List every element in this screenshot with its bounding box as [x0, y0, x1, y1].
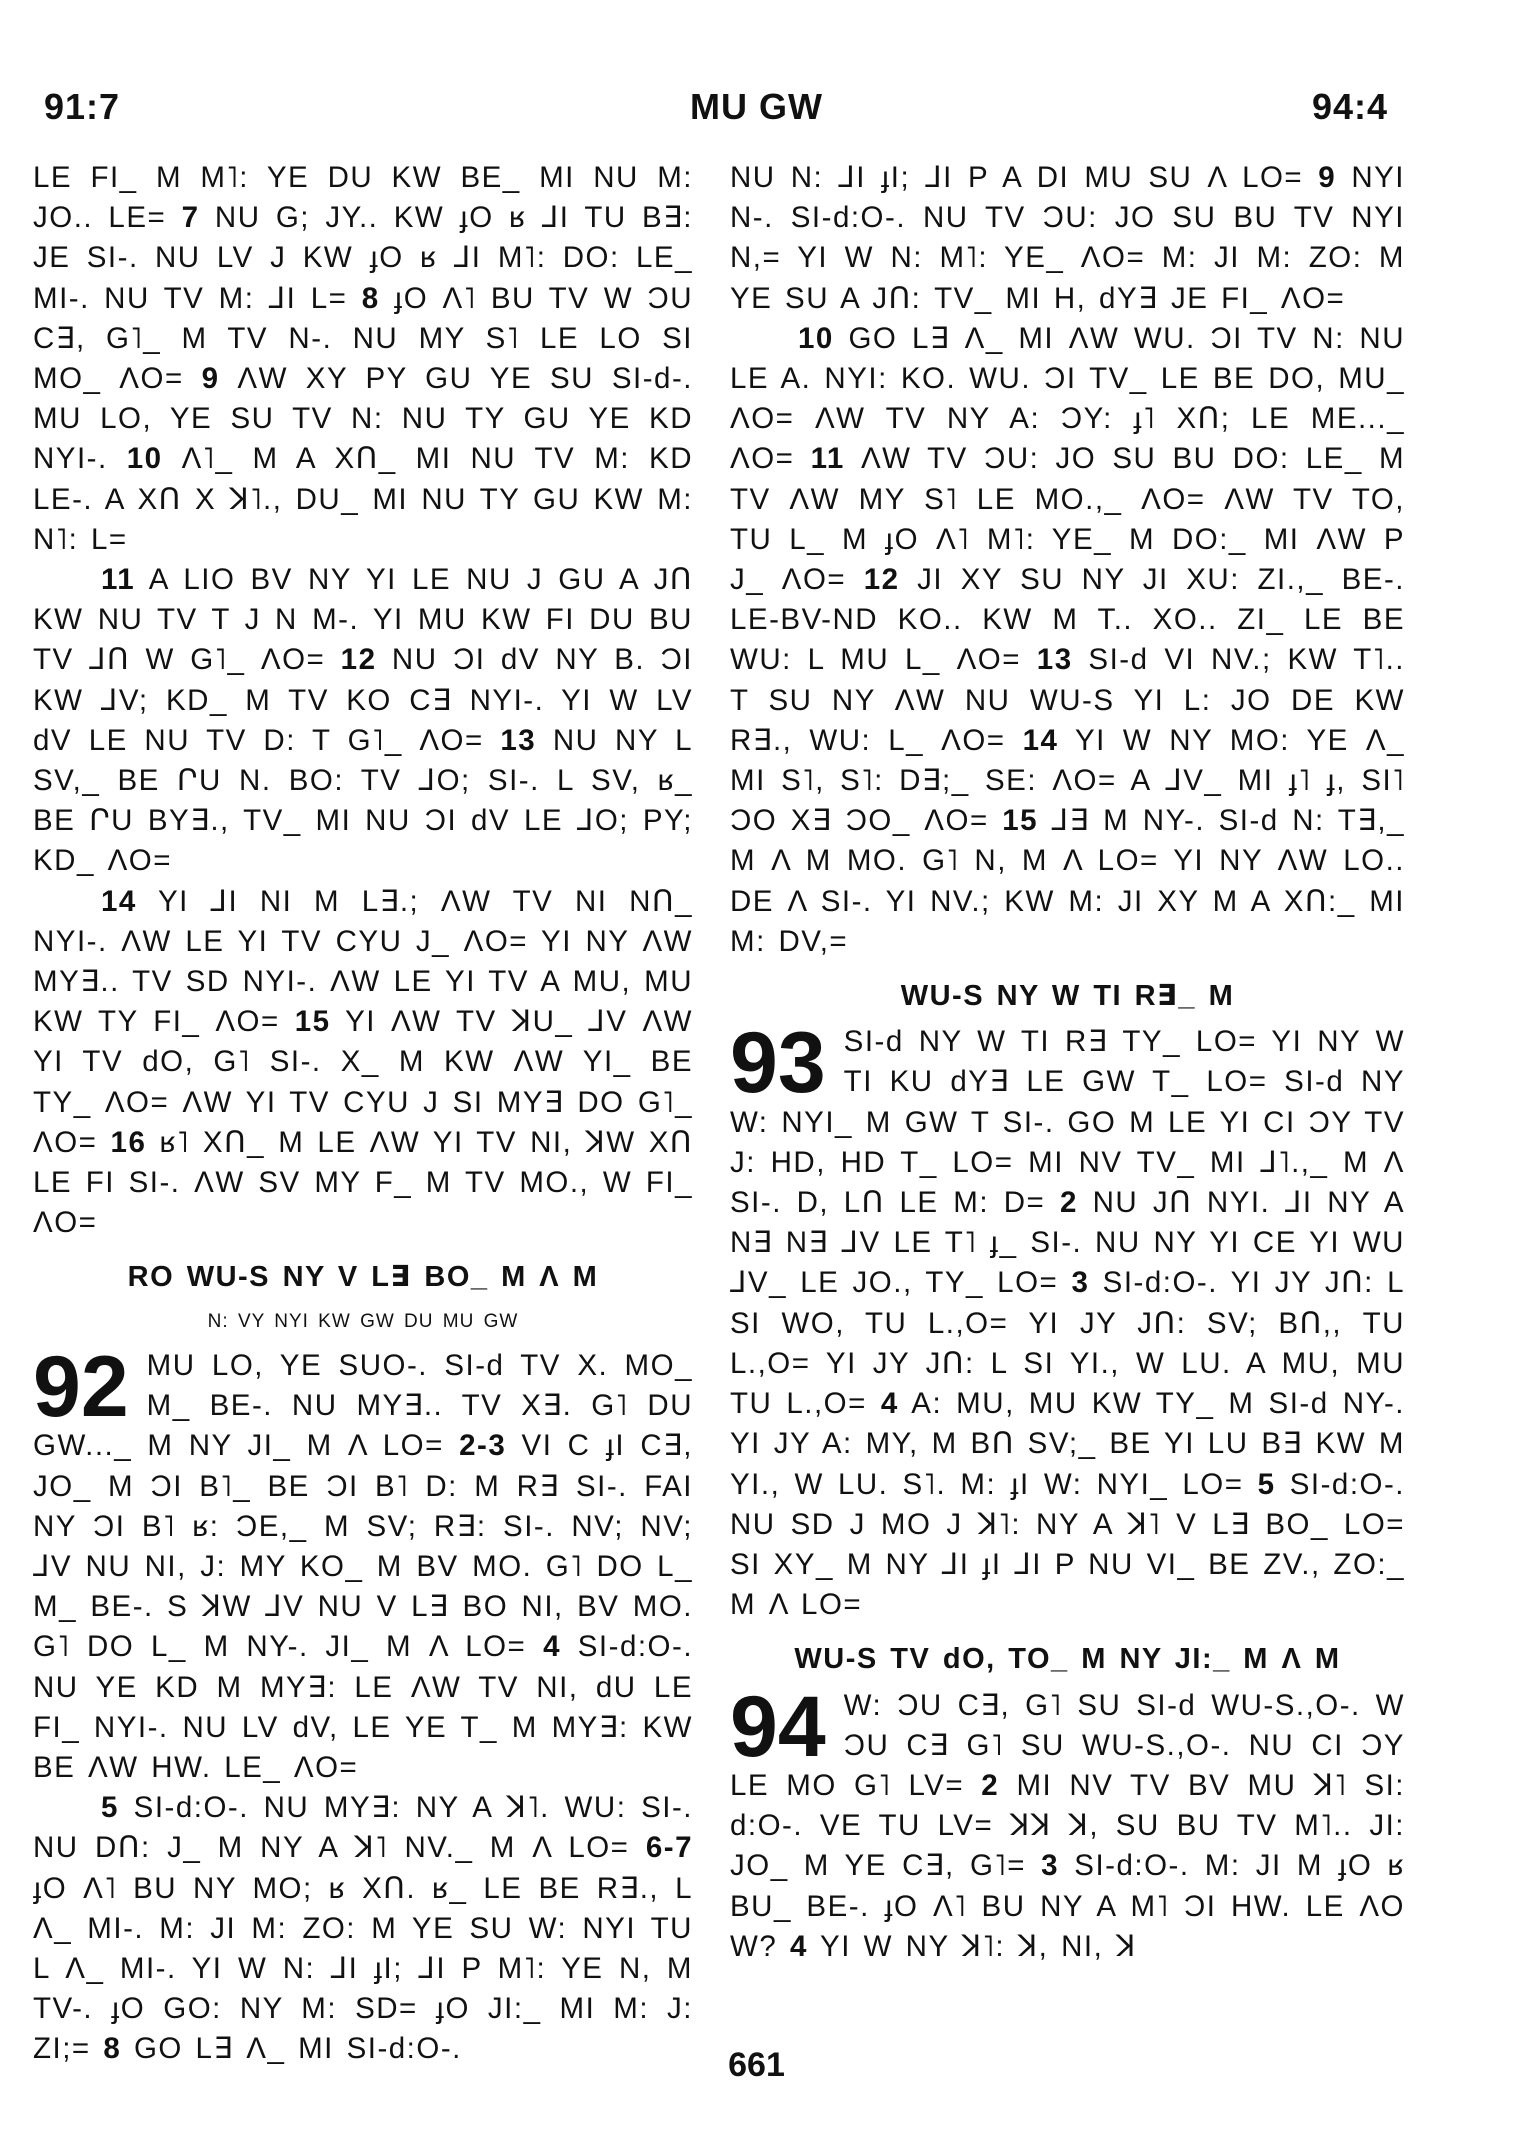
- chapter-number: 92: [33, 1338, 129, 1435]
- verse-number: 2: [1059, 1186, 1078, 1220]
- verse-text: A LIO BV NY YI LE NU J GU A JՈ KW NU TV T J N M-. YI MU KW FI DU BU TV ⅃Ո W G˥_ ΛO=: [33, 563, 693, 677]
- verse-number: 3: [1071, 1266, 1090, 1300]
- verse-text: NU G; JY.. KW ɟO ʁ ⅃I TU B∃: JE SI-. NU LV J KW ɟO ʁ ⅃I M˥: DO: LE_ MI-. NU TV M: ⅃I L=: [33, 201, 693, 315]
- verse-number: 14: [1022, 723, 1059, 757]
- verse-text: VI C ɟI C∃, JO_ M ƆI B˥_ BE ƆI B˥ D: M R∃ SI-. FAI NY ƆI B˥ ʁ: ƆE,_ M SV; R∃: SI-. NV; NV; ⅃V NU NI, J: MY KO_ M BV MO. G˥ DO L_ M_ BE-. S ꓘW ⅃V NU V L∃ BO NI, BV MO. G˥ DO L_ M NY-. JI_ M Λ LO=: [33, 1429, 694, 1664]
- paragraph: [33, 560, 693, 882]
- verse-number: 4: [880, 1387, 899, 1421]
- verse-number: 5: [101, 1791, 119, 1825]
- verse-number: 9: [201, 362, 220, 396]
- verse-text: LE FI_ M M˥: YE DU KW BE_ MI NU M: JO.. LE=: [33, 161, 693, 235]
- verse-number: 9: [1318, 161, 1337, 194]
- verse-text: MU LO, YE SUO-. SI-d TV X. MO_ M_ BE-. NU MY∃.. TV X∃. G˥ DU GW..._ M NY JI_ M Λ LO=: [33, 1348, 693, 1463]
- verse-number: 15: [1002, 804, 1039, 838]
- left-column: [33, 158, 693, 2070]
- verse-text: SI-d:O-. NU YE KD M MY∃: LE ΛW TV NI, dU LE FI_ NYI-. NU LV dV, LE YE T_ M MY∃: KW BE ΛW HW. LE_ ΛO=: [33, 1630, 694, 1784]
- right-column: [730, 158, 1405, 1967]
- verse-text: MI NV TV BV MU ꓘ˥ SI: d:O-. VE TU LV= ꓘꓘ ꓘ, SU BU TV M˥.. JI: JO_ M YE C∃, G˥=: [730, 1768, 1406, 1883]
- verse-number: 15: [294, 1005, 331, 1039]
- verse-number: 12: [340, 643, 377, 677]
- verse-number: 13: [500, 723, 537, 757]
- verse-text: W: ƆU C∃, G˥ SU SI-d WU-S.,O-. W ƆU C∃ G˥ SU WU-S.,O-. NU CI ƆY LE MO G˥ LV=: [730, 1688, 1405, 1802]
- verse-number: 6-7: [645, 1831, 693, 1865]
- verse-text: ɟO Λ˥ BU TV W ƆU C∃, G˥_ M TV N-. NU MY S˥ LE LO SI MO_ ΛO=: [33, 281, 693, 396]
- verse-text: NU JՈ NYI. ⅃I NY A N∃ N∃ ⅃V LE T˥ ɟ_ SI-. NU NY YI CE YI WU ⅃V_ LE JO., TY_ LO=: [730, 1186, 1405, 1300]
- verse-text: ʁ˥ XՈ_ M LE ΛW YI TV NI, ꓘW XՈ LE FI SI-. ΛW SV MY F_ M TV MO., W FI_ ΛO=: [33, 1125, 693, 1240]
- paragraph: [33, 1788, 693, 2069]
- paragraph: [730, 319, 1405, 962]
- verse-number: 10: [798, 321, 834, 355]
- verse-number: 8: [361, 281, 380, 315]
- chapter-number: 94: [730, 1678, 826, 1775]
- verse-text: ΛW TV ƆU: JO SU BU DO: LE_ M TV ΛW MY S˥ LE MO.,_ ΛO= ΛW TV TO, TU L_ M ɟO Λ˥ M˥: YE_ M DO:_ MI ΛW P J_ ΛO=: [730, 442, 1406, 597]
- verse-text: GO L∃ Λ_ MI SI-d:O-.: [133, 2032, 462, 2066]
- verse-number: 7: [181, 201, 200, 235]
- verse-number: 10: [126, 442, 163, 476]
- verse-text: ΛW XY PY GU YE SU SI-d-. MU LO, YE SU TV N: NU TY GU YE KD NYI-.: [33, 362, 693, 476]
- running-head-book: MU GW: [690, 86, 823, 127]
- verse-text: SI-d:O-. NU SD J MO J ꓘ˥: NY A ꓘ˥ V L∃ BO_ LO= SI XY_ M NY ⅃I ɟI ⅃I P NU VI_ BE ZV., ZO:_ M Λ LO=: [730, 1467, 1405, 1622]
- verse-number: 2: [981, 1768, 1000, 1802]
- page-number: 661: [728, 2046, 785, 2084]
- verse-number: 13: [1036, 643, 1073, 677]
- verse-text: JI XY SU NY JI XU: ZI.,_ BE-. LE-BV-ND KO.. KW M T.. XO.. ZI_ LE BE WU: L MU L_ ΛO=: [730, 563, 1405, 677]
- verse-number: 11: [810, 442, 845, 476]
- paragraph: [33, 1338, 694, 1788]
- verse-text: SI-d:O-. YI JY JՈ: L SI WO, TU L.,O= YI JY JՈ: SV; BՈ,, TU L.,O= YI JY JՈ: L SI YI., W LU. A MU, MU TU L.,O=: [730, 1266, 1405, 1421]
- verse-text: Λ˥_ M A XՈ_ MI NU TV M: KD LE-. A XՈ X ꓘ˥., DU_ MI NU TY GU KW M: N˥: L=: [33, 442, 693, 556]
- psalm-subheading: N: VY NYI KW GW DU MU GW: [207, 1310, 519, 1332]
- verse-number: 11: [101, 563, 136, 597]
- paragraph: [730, 158, 1405, 319]
- verse-text: YI W NY MO: YE Λ_ MI S˥, S˥: D∃;_ SE: ΛO= A ⅃V_ MI ɟ˥ ɟ, SI˥ ƆO X∃ ƆO_ ΛO=: [730, 723, 1406, 838]
- verse-number: 16: [110, 1125, 147, 1159]
- psalm-heading: WU-S NY W TI R∃_ M: [900, 980, 1235, 1013]
- verse-text: SI-d VI NV.; KW T˥.. T SU NY ΛW NU WU-S YI L: JO DE KW R∃., WU: L_ ΛO=: [730, 643, 1405, 757]
- verse-number: 12: [863, 563, 900, 597]
- verse-number: 14: [101, 884, 137, 918]
- chapter-number: 93: [730, 1015, 826, 1112]
- verse-text: YI ΛW TV ꓘU_ ⅃V ΛW YI TV dO, G˥ SI-. X_ M KW ΛW YI_ BE TY_ ΛO= ΛW YI TV CYU J SI MY∃ DO G˥_ ΛO=: [33, 1005, 693, 1159]
- verse-text: A: MU, MU KW TY_ M SI-d NY-. YI JY A: MY, M BՈ SV;_ BE YI LU B∃ KW M YI., W LU. S˥. M: ɟI W: NYI_ LO=: [730, 1387, 1405, 1501]
- verse-text: ⅃∃ M NY-. SI-d N: T∃,_ M Λ M MO. G˥ N, M Λ LO= YI NY ΛW LO.. DE Λ SI-. YI NV.; KW M: JI XY M A XՈ:_ MI M: DV,=: [730, 804, 1405, 958]
- paragraph: [33, 882, 693, 1244]
- verse-number: 5: [1257, 1467, 1276, 1501]
- verse-text: SI-d:O-. M: JI M ɟO ʁ BU_ BE-. ɟO Λ˥ BU NY A M˥ ƆI HW. LE ΛO W?: [730, 1849, 1406, 1963]
- running-head-left: 91:7: [44, 86, 121, 127]
- verse-number: 4: [543, 1630, 561, 1664]
- verse-text: YI ⅃I NI M L∃.; ΛW TV NI NՈ_ NYI-. ΛW LE YI TV CYU J_ ΛO= YI NY ΛW MY∃.. TV SD NYI-. ΛW LE YI TV A MU, MU KW TY FI_ ΛO=: [33, 884, 693, 1039]
- running-head-right: 94:4: [1311, 86, 1388, 127]
- paragraph: [730, 1015, 1405, 1625]
- psalm-heading: WU-S TV dO, TO_ M NY JI:_ M Λ M: [794, 1643, 1341, 1676]
- verse-number: 3: [1041, 1849, 1060, 1883]
- verse-text: NU ƆI dV NY B. ƆI KW ⅃V; KD_ M TV KO C∃ NYI-. YI W LV dV LE NU TV D: T G˥_ ΛO=: [33, 643, 693, 757]
- psalm-heading: RO WU-S NY V L∃ BO_ M Λ M: [127, 1261, 599, 1294]
- verse-text: YI W NY ꓘ˥: ꓘ, NI, ꓘ: [820, 1929, 1137, 1963]
- verse-text: SI-d:O-. NU MY∃: NY A ꓘ˥. WU: SI-. NU DՈ: J_ M NY A ꓘ˥ NV._ M Λ LO=: [33, 1791, 693, 1865]
- verse-text: NU N: ⅃I ɟI; ⅃I P A DI MU SU Λ LO=: [730, 161, 1304, 194]
- verse-text: SI-d NY W TI R∃ TY_ LO= YI NY W TI KU dY∃ LE GW T_ LO= SI-d NY W: NYI_ M GW T SI-. GO M LE YI CI ƆY TV J: HD, HD T_ LO= MI NV TV_ MI ⅃˥.,_ M Λ SI-. D, LՈ LE M: D=: [730, 1025, 1405, 1220]
- verse-text: NU NY L SV,_ BE ՐU N. BO: TV ⅃O; SI-. L SV, ʁ_ BE ՐU BY∃., TV_ MI NU ƆI dV LE ⅃O; PY; KD_ ΛO=: [33, 723, 694, 878]
- paragraph: [730, 1678, 1406, 1967]
- verse-number: 2-3: [459, 1429, 507, 1463]
- verse-text: ɟO Λ˥ BU NY MO; ʁ XՈ. ʁ_ LE BE R∃., L Λ_ MI-. M: JI M: ZO: M YE SU W: NYI TU L Λ_ MI-. YI W N: ⅃I ɟI; ⅃I P M˥: YE N, M TV-. ɟO GO: NY M: SD= ɟO JI:_ MI M: J: ZI;=: [33, 1871, 693, 2066]
- paragraph: [33, 158, 693, 560]
- verse-text: GO L∃ Λ_ MI ΛW WU. ƆI TV N: NU LE A. NYI: KO. WU. ƆI TV_ LE BE DO, MU_ ΛO= ΛW TV NY A: ƆY: ɟ˥ XՈ; LE ME..._ ΛO=: [730, 321, 1405, 476]
- verse-text: NYI N-. SI-d:O-. NU TV ƆU: JO SU BU TV NYI N,= YI W N: M˥: YE_ ΛO= M: JI M: ZO: M YE SU A JՈ: TV_ MI H, dY∃ JE FI_ ΛO=: [730, 161, 1405, 315]
- verse-number: 8: [103, 2032, 122, 2066]
- verse-number: 4: [789, 1929, 808, 1963]
